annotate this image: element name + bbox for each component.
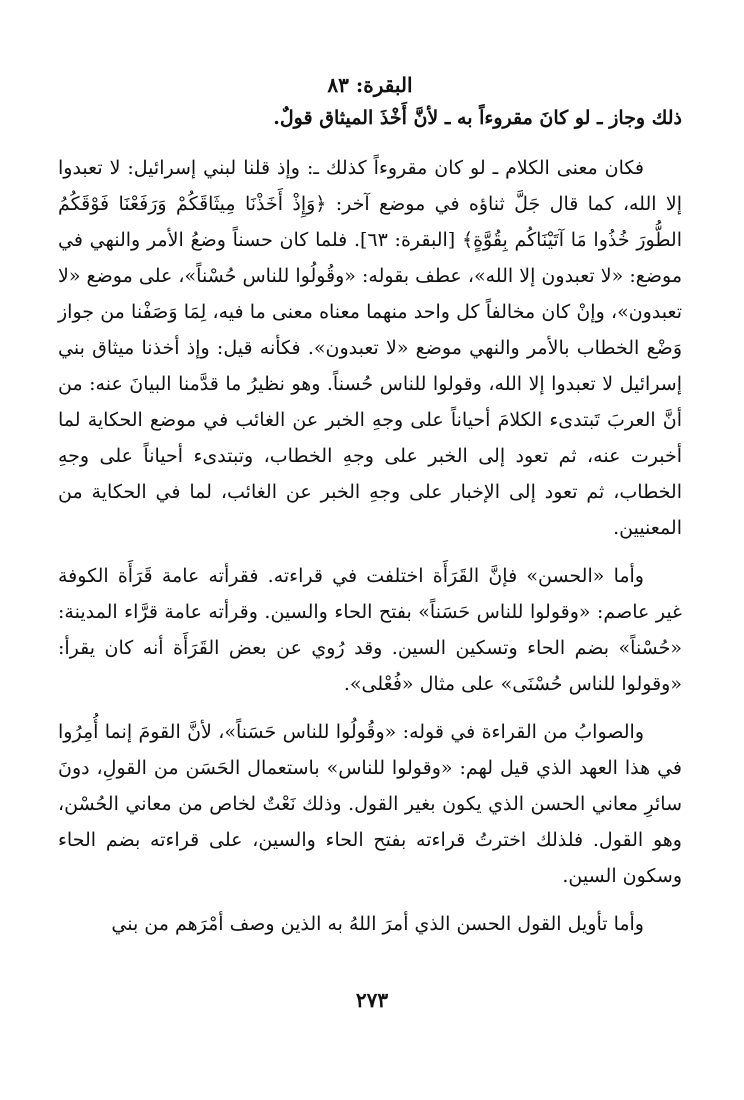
page-header: البقرة: ٨٣: [327, 73, 413, 97]
paragraph-correct-reading: والصوابُ من القراءة في قوله: «وقُولُوا للناس حَسَناً»، لأنَّ القومَ إنما أُمِرُوا في هذا العهد الذي قيل لهم: «وقولوا للناس» باستعمال الحَسَن من القولِ، دونَ سائرِ معاني الحسن الذي يكون بغير القول. وذلك نَعْتٌ لخاص من معاني الحُسْن، وهو القول. فلذلك اخترتُ قراءته بفتح الحاء والسين، على قراءته بضم الحاء وسكون السين.: [58, 721, 682, 887]
paragraph-meaning: فكان معنى الكلام ـ لو كان مقروءاً كذلك ـ: وإذ قلنا لبني إسرائيل: لا تعبدوا إلا الله، كما قال جَلَّ ثناؤه في موضع آخر: ﴿وَإِذْ أَخَذْنَا مِيثَاقَكُمْ وَرَفَعْنَا فَوْقَكُمُ الطُّورَ خُذُوا مَا آتَيْنَاكُم بِقُوَّةٍ﴾ [البقرة: ٦٣]. فلما كان حسناً وضعُ الأمر والنهي في موضع: «لا تعبدون إلا الله»، عطف بقوله: «وقُولُوا للناس حُسْناً»، على موضع «لا تعبدون»، وإنْ كان مخالفاً كل واحد منهما معناه معنى ما فيه، لِمَا وَصَفْنا من جواز وَضْع الخطاب بالأمر والنهي موضع «لا تعبدون». فكأنه قيل: وإذ أخذنا ميثاق بني إسرائيل لا تعبدوا إلا الله، وقولوا للناس حُسناً. وهو نظيرُ ما قدَّمنا البيانَ عنه: من أنَّ العربَ تَبتدىء الكلامَ أحياناً على وجهِ الخبر عن الغائب في موضع الحكاية لما أخبرت عنه، ثم تعود إلى الخبر على وجهِ الخطاب، وتبتدىء أحياناً على وجهِ الخطاب، ثم تعود إلى الإخبار على وجهِ الخبر عن الغائب، لما في الحكاية من المعنيين.: [58, 157, 682, 539]
paragraph-interpretation: وأما تأويل القول الحسن الذي أمرَ اللهُ به الذين وصف أمْرَهم من بني: [111, 913, 644, 935]
page-body: [58, 70, 682, 1040]
continuation-line: ذلك وجاز ـ لو كانَ مقروءاً به ـ لأنَّ أَخْذَ الميثاق قولٌ.: [273, 107, 682, 129]
page-number: ٢٧٣: [355, 988, 389, 1012]
paragraph-readings: وأما «الحسن» فإنَّ القَرَأَة اختلفت في قراءته. فقرأته عامة قَرَأَة الكوفة غير عاصم: «وقولوا للناس حَسَناً» بفتح الحاء والسين. وقرأته عامة قرَّاء المدينة: «حُسْناً» بضم الحاء وتسكين السين. وقد رُوي عن بعض القَرَأَة أنه كان يقرأ: «وقولوا للناس حُسْنَى» على مثال «فُعْلى».: [58, 565, 682, 695]
